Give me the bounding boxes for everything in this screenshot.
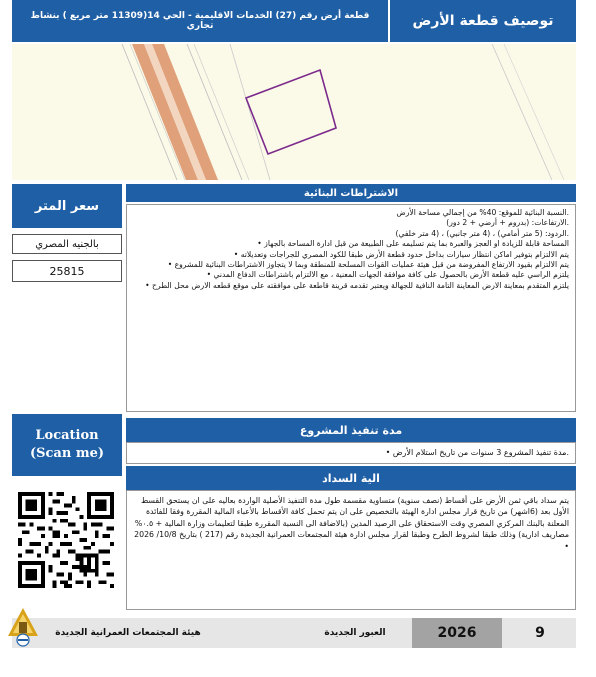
duration-text: .مدة تنفيذ المشروع 3 سنوات من تاريخ استلام الأرض • (126, 442, 576, 464)
price-currency: بالجنيه المصري (12, 234, 122, 254)
condition-line: يتم الالتزام بقيود الارتفاع المفروضة من قبل هيئة عمليات القوات المسلحة للمنطقة وبما لا يتجاوز الاشتراطات البنائية للمشروع • (167, 260, 569, 270)
plot-description: قطعة أرض رقم (27) الخدمات الاقليمية - الحي 14(11309 متر مربع ) بنشاط تجاري (12, 0, 388, 42)
condition-line: .الردود: (5 متر أمامي) ، (4 متر جانبي) ، (4 متر خلفي) (395, 228, 569, 238)
authority-logo-icon (6, 606, 40, 648)
duration-heading: مدة تنفيذ المشروع (126, 418, 576, 442)
condition-line: المساحة قابلة للزيادة او العجز والعبرة بما يتم تسليمه على الطبيعة من قبل ادارة المساحة بالجهاز • (257, 239, 569, 249)
location-scan-label: (Scan me) (29, 446, 105, 461)
condition-line: يتم الالتزام بتوفير اماكن انتظار سيارات بداخل حدود قطعة الأرض طبقا للكود المصري للجراجات وتعديلاته • (233, 249, 569, 259)
price-value: 25815 (12, 260, 122, 282)
conditions-heading: الاشتراطات البنائية (126, 184, 576, 202)
payment-heading: الية السداد (126, 466, 576, 490)
location-heading (12, 414, 122, 476)
site-map-drawing (12, 44, 576, 180)
footer-page-number: 9 (535, 625, 545, 641)
location-label: Location (35, 428, 99, 443)
condition-line: يلتزم المتقدم بمعاينة الارض المعاينة التامة النافية للجهالة ويعتبر تقدمه قرينة قاطعة على موافقته على موقع قطعه الارض محل الطرح • (145, 280, 569, 290)
condition-line: يلتزم الراسي عليه قطعة الأرض بالحصول على كافة موافقة الجهات المعنية ، مع الالتزام باشتراطات الدفاع المدني • (206, 270, 569, 280)
condition-line: .النسبة البنائية للموقع: 40% من إجمالي مساحة الأرض (396, 208, 569, 217)
site-map (12, 44, 576, 180)
condition-line: .الارتفاعات: (بدروم + أرضي + 2 دور) (446, 218, 569, 228)
footer-organization: هيئة المجتمعات العمرانية الجديدة (55, 628, 201, 638)
footer-city: العبور الجديدة (324, 628, 386, 638)
qr-code-icon[interactable] (18, 492, 114, 588)
conditions-body (126, 204, 576, 412)
payment-text: يتم سداد باقي ثمن الأرض على أقساط (نصف سنوية) متساوية مقسمة طول مدة التنفيذ الأصلية الواردة بعاليه على ان يستحق القسط الأول بعد (6اشهر) من تاريخ قرار مجلس ادارة الهيئة بالتخصيص على ان يتم تحمل كافة الأقساط بالأعباء المالية المقررة وفقا للفائدة المعلنة بالبنك المركزي المصري وقت الاستحقاق على الرصيد المدين (بالاضافة الى النسبة المقررة طبقا لتعليمات وزارة المالية + ٠.٥% مصاريف ادارية) وذلك طبقا لشروط الطرح وطبقا لقرار مجلس ادارة هيئة المجتمعات العمرانية الجديدة رقم (217 ) بتاريخ 10/8/ 2026 • (126, 490, 576, 610)
page-title: توصيف قطعة الأرض (390, 0, 576, 42)
price-heading: سعر المتر (12, 184, 122, 228)
footer-year: 2026 (412, 618, 502, 648)
